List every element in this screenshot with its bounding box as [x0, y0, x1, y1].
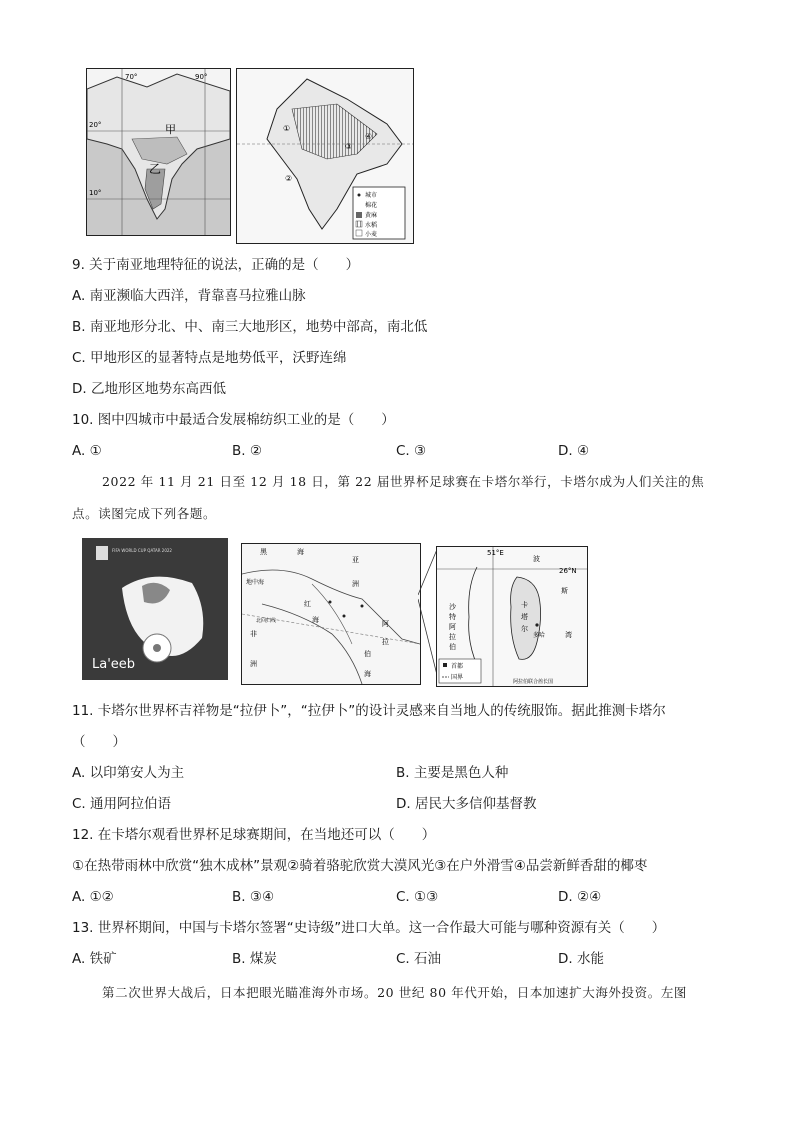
q13-stem: 13. 世界杯期间，中国与卡塔尔签署“史诗级”进口大单。这一合作最大可能与哪种资源有关（ ）: [72, 920, 666, 936]
label-mediterranean: 地中海: [246, 579, 265, 586]
label-sea2: 海: [312, 616, 319, 624]
gulf-char-3: 湾: [565, 631, 572, 639]
q9-option-c[interactable]: C. 甲地形区的显著特点是地势低平，沃野连绵: [72, 350, 347, 366]
saudi-char-3: 阿: [449, 623, 456, 631]
q12-option-d[interactable]: D. ②④: [558, 889, 602, 905]
q13-option-d[interactable]: D. 水能: [558, 951, 604, 967]
label-zhou1: 洲: [352, 580, 359, 588]
q9-option-a[interactable]: A. 南亚濒临大西洋，背靠喜马拉雅山脉: [72, 288, 306, 304]
city-number-1: ①: [283, 124, 291, 133]
legend-cotton: 棉花: [365, 202, 378, 209]
q9-option-b[interactable]: B. 南亚地形分北、中、南三大地形区，地势中部高，南北低: [72, 319, 428, 335]
saudi-char-5: 伯: [449, 643, 456, 651]
label-sea1: 海: [297, 548, 304, 556]
lon-label-51e: 51°E: [487, 549, 504, 557]
label-uae: 阿拉伯联合酋长国: [513, 679, 554, 685]
q11-option-d[interactable]: D. 居民大多信仰基督教: [396, 796, 537, 812]
city-number-3: ③: [345, 142, 353, 151]
intro2-line1: 第二次世界大战后，日本把眼光瞄准海外市场。20 世纪 80 年代开始，日本加速扩大海外投资。左图: [102, 985, 688, 1000]
label-ya: 亚: [352, 556, 359, 564]
label-red: 红: [304, 600, 311, 608]
label-la: 拉: [382, 638, 389, 646]
q10-option-a[interactable]: A. ①: [72, 443, 102, 459]
gulf-char-2: 斯: [561, 587, 568, 595]
south-asia-terrain-map: [86, 68, 231, 236]
lon-label-70: 70°: [125, 73, 138, 81]
label-zhou2: 洲: [250, 660, 257, 668]
legend-city: 城市: [365, 192, 378, 199]
q10-option-b[interactable]: B. ②: [232, 443, 262, 459]
label-bo: 伯: [364, 650, 371, 658]
q13-option-a[interactable]: A. 铁矿: [72, 951, 117, 967]
q10-option-c[interactable]: C. ③: [396, 443, 427, 459]
qatar-char-3: 尔: [521, 625, 528, 633]
agriculture-map-svg: [237, 69, 413, 243]
saudi-char-2: 特: [449, 613, 456, 621]
label-black: 黑: [260, 548, 267, 556]
intro1-line2: 点。读图完成下列各题。: [72, 506, 217, 521]
legend-rice: 水稻: [365, 222, 378, 229]
terrain-map-svg: [87, 69, 230, 235]
q10-stem: 10. 图中四城市中最适合发展棉纺织工业的是（ ）: [72, 412, 395, 428]
q11-option-a[interactable]: A. 以印第安人为主: [72, 765, 185, 781]
q11-option-c[interactable]: C. 通用阿拉伯语: [72, 796, 172, 812]
middle-east-map: [241, 543, 421, 685]
zoom-connector-lines: [418, 543, 438, 683]
qatar-map-svg: [437, 547, 587, 686]
q11-paren: （ ）: [72, 734, 126, 750]
q13-option-b[interactable]: B. 煤炭: [232, 951, 277, 967]
qatar-char-1: 卡: [521, 601, 528, 609]
qatar-detail-map: [436, 546, 588, 687]
legend-wheat: 小麦: [365, 231, 378, 238]
legend-border: 国界: [451, 674, 464, 681]
label-a: 阿: [382, 620, 389, 628]
q9-stem: 9. 关于南亚地理特征的说法，正确的是（ ）: [72, 257, 360, 273]
city-number-2: ②: [285, 174, 293, 183]
mascot-photo: [82, 538, 228, 680]
lat-label-10: 10°: [89, 189, 102, 197]
q11-stem: 11. 卡塔尔世界杯吉祥物是“拉伊卜”，“拉伊卜”的设计灵感来自当地人的传统服饰。据此推测卡塔尔: [72, 703, 666, 719]
saudi-char-1: 沙: [449, 603, 456, 611]
lat-label-26n: 26°N: [559, 567, 577, 575]
intro1-line1: 2022 年 11 月 21 日至 12 月 18 日，第 22 届世界杯足球赛在卡塔尔举行，卡塔尔成为人们关注的焦: [102, 474, 705, 489]
saudi-char-4: 拉: [449, 633, 456, 641]
q9-option-d[interactable]: D. 乙地形区地势东高西低: [72, 381, 226, 397]
gulf-char-1: 波: [533, 555, 540, 563]
q12-stem: 12. 在卡塔尔观看世界杯足球赛期间，在当地还可以（ ）: [72, 827, 436, 843]
q11-option-b[interactable]: B. 主要是黑色人种: [396, 765, 509, 781]
middle-east-map-svg: [242, 544, 420, 684]
q13-option-c[interactable]: C. 石油: [396, 951, 442, 967]
mascot-caption: La'eeb: [92, 657, 136, 672]
label-doha: 多哈: [533, 632, 546, 639]
q10-option-d[interactable]: D. ④: [558, 443, 590, 459]
q12-option-b[interactable]: B. ③④: [232, 889, 275, 905]
label-yi: 乙: [149, 162, 162, 176]
label-jia: 甲: [165, 123, 176, 136]
q12-option-c[interactable]: C. ①③: [396, 889, 439, 905]
city-number-4: ④: [365, 132, 373, 141]
mascot-svg: [82, 538, 228, 680]
legend-jute: 黄麻: [365, 212, 378, 219]
south-asia-agriculture-map: [236, 68, 414, 244]
q12-option-a[interactable]: A. ①②: [72, 889, 114, 905]
legend-capital: 首都: [451, 663, 464, 670]
mascot-logo-text: FIFA WORLD CUP QATAR 2022: [112, 548, 172, 553]
label-sea3: 海: [364, 670, 371, 678]
qatar-char-2: 塔: [521, 613, 528, 621]
label-tropic: 北回归线: [256, 618, 277, 624]
lon-label-90: 90°: [195, 73, 208, 81]
lat-label-20: 20°: [89, 121, 102, 129]
q12-items: ①在热带雨林中欣赏“独木成林”景观②骑着骆驼欣赏大漠风光③在户外滑雪④品尝新鲜香甜的椰枣: [72, 858, 648, 874]
label-fei: 非: [250, 630, 257, 638]
